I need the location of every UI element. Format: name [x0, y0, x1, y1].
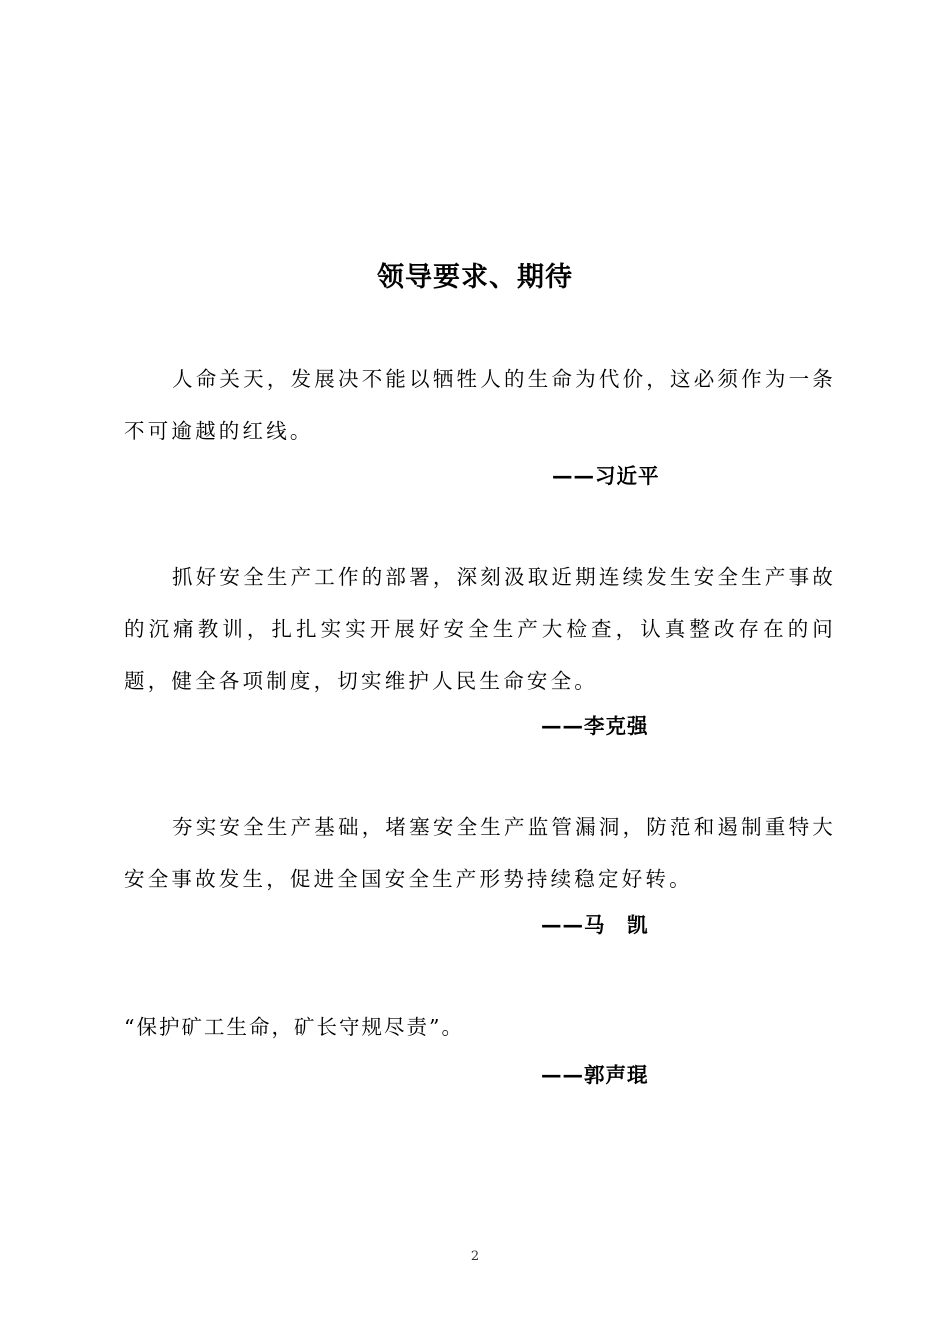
quote-text-1: 人命关天，发展决不能以牺牲人的生命为代价，这必须作为一条不可逾越的红线。: [124, 367, 836, 443]
quote-text-2: 抓好安全生产工作的部署，深刻汲取近期连续发生安全生产事故的沉痛教训，扎扎实实开展好安全生产大检查，认真整改存在的问题，健全各项制度，切实维护人民生命安全。: [124, 565, 836, 693]
quote-author-4: ——郭声琨: [541, 1063, 649, 1087]
quote-author-2: ——李克强: [541, 714, 649, 738]
quote-text-3: 夯实安全生产基础，堵塞安全生产监管漏洞，防范和遏制重特大安全事故发生，促进全国安全生产形势持续稳定好转。: [124, 815, 836, 891]
page-title: 领导要求、期待: [377, 262, 573, 293]
quote-author-3: ——马 凯: [541, 913, 649, 937]
page-number: 2: [470, 1249, 480, 1264]
quote-author-1: ——习近平: [552, 464, 660, 488]
quote-text-4: “保护矿工生命，矿长守规尽责”。: [124, 1015, 464, 1039]
